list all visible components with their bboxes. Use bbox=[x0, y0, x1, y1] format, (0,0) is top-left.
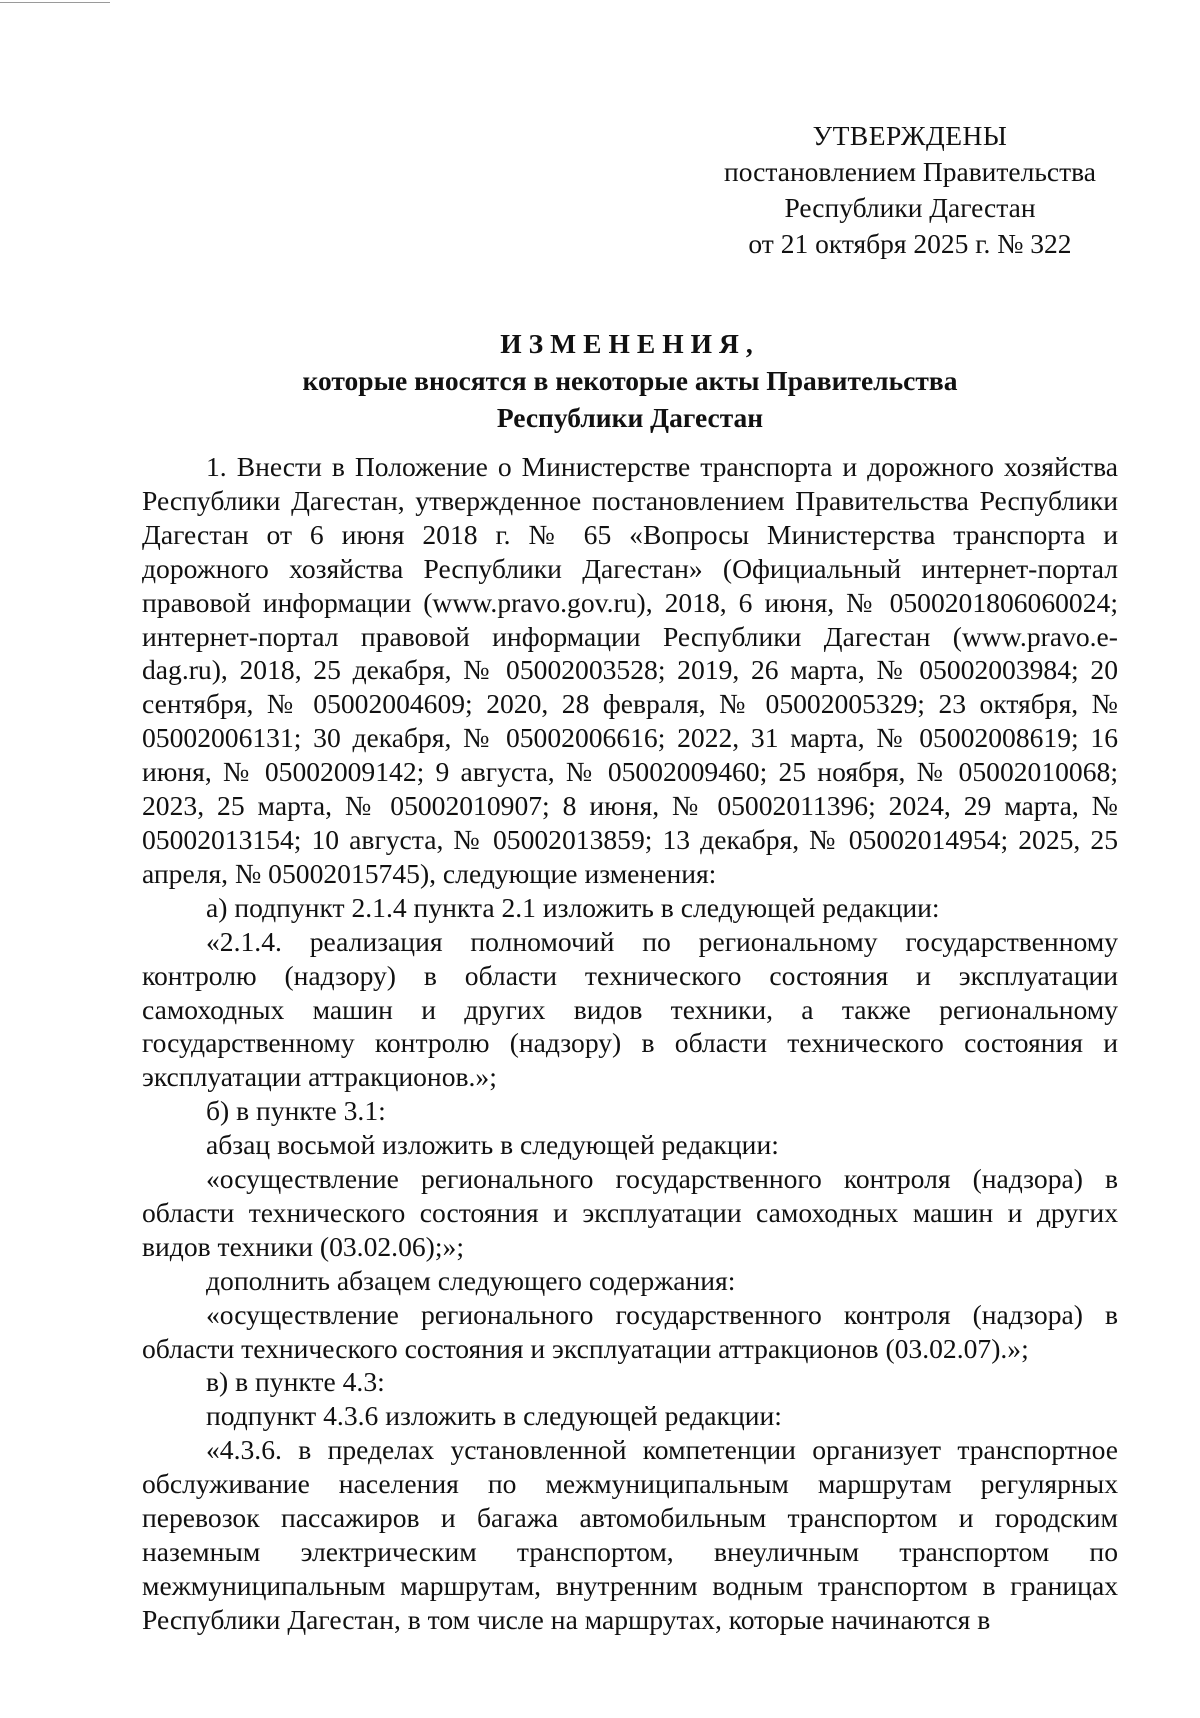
approval-block bbox=[700, 118, 1120, 262]
approval-line-1: постановлением Правительства bbox=[724, 156, 1096, 187]
paragraph-9: в) в пункте 4.3: bbox=[206, 1366, 385, 1398]
paragraph-2: а) подпункт 2.1.4 пункта 2.1 изложить в следующей редакции: bbox=[206, 891, 940, 923]
paragraph-8: «осуществление регионального государственного контроля (надзора) в области технического состояния и эксплуатации аттракционов (03.02.07).»; bbox=[142, 1298, 1118, 1364]
approval-title: УТВЕРЖДЕНЫ bbox=[812, 120, 1008, 151]
paragraph-11: «4.3.6. в пределах установленной компетенции организует транспортное обслуживание населения по межмуниципальным маршрутам регулярных перевозок пассажиров и багажа автомобильным транспортом и городским наземным электрическим транспортом, внеуличным транспортом по межмуниципальным маршрутам, внутренним водным транспортом в границах Республики Дагестан, в том числе на маршрутах, которые начинаются в bbox=[142, 1434, 1118, 1635]
paragraph-6: «осуществление регионального государственного контроля (надзора) в области технического состояния и эксплуатации самоходных машин и других видов техники (03.02.06);»; bbox=[142, 1163, 1118, 1262]
paragraph-5: абзац восьмой изложить в следующей редакции: bbox=[206, 1129, 779, 1161]
paragraph-10: подпункт 4.3.6 изложить в следующей редакции: bbox=[206, 1400, 782, 1432]
paragraph-4: б) в пункте 3.1: bbox=[206, 1095, 386, 1127]
heading-title: ИЗМЕНЕНИЯ, bbox=[500, 328, 760, 359]
scan-artifact-line bbox=[0, 2, 110, 3]
approval-line-3: от 21 октября 2025 г. № 322 bbox=[748, 228, 1072, 259]
document-body bbox=[142, 450, 1118, 1637]
paragraph-3: «2.1.4. реализация полномочий по региональному государственному контролю (надзору) в области технического состояния и эксплуатации самоходных машин и других видов техники, а также региональному государственному контролю (надзору) в области технического состояния и эксплуатации аттракционов.»; bbox=[142, 925, 1118, 1093]
paragraph-7: дополнить абзацем следующего содержания: bbox=[206, 1264, 736, 1296]
document-heading bbox=[200, 325, 1060, 436]
paragraph-1: 1. Внести в Положение о Министерстве транспорта и дорожного хозяйства Республики Дагестан, утвержденное постановлением Правительства Республики Дагестан от 6 июня 2018 г. № 65 «Вопросы Министерства транспорта и дорожного хозяйства Республики Дагестан» (Официальный интернет-портал правовой информации (www.pravo.gov.ru), 2018, 6 июня, № 0500201806060024; интернет-портал правовой информации Республики Дагестан (www.pravo.e-dag.ru), 2018, 25 декабря, № 05002003528; 2019, 26 марта, № 05002003984; 20 сентября, № 05002004609; 2020, 28 февраля, № 05002005329; 23 октября, № 05002006131; 30 декабря, № 05002006616; 2022, 31 марта, № 05002008619; 16 июня, № 05002009142; 9 августа, № 05002009460; 25 ноября, № 05002010068; 2023, 25 марта, № 05002010907; 8 июня, № 05002011396; 2024, 29 марта, № 05002013154; 10 августа, № 05002013859; 13 декабря, № 05002014954; 2025, 25 апреля, № 05002015745), следующие изменения: bbox=[142, 451, 1118, 889]
heading-subtitle-2: Республики Дагестан bbox=[496, 402, 764, 433]
heading-subtitle-1: которые вносятся в некоторые акты Правительства bbox=[302, 365, 958, 396]
approval-line-2: Республики Дагестан bbox=[784, 192, 1036, 223]
